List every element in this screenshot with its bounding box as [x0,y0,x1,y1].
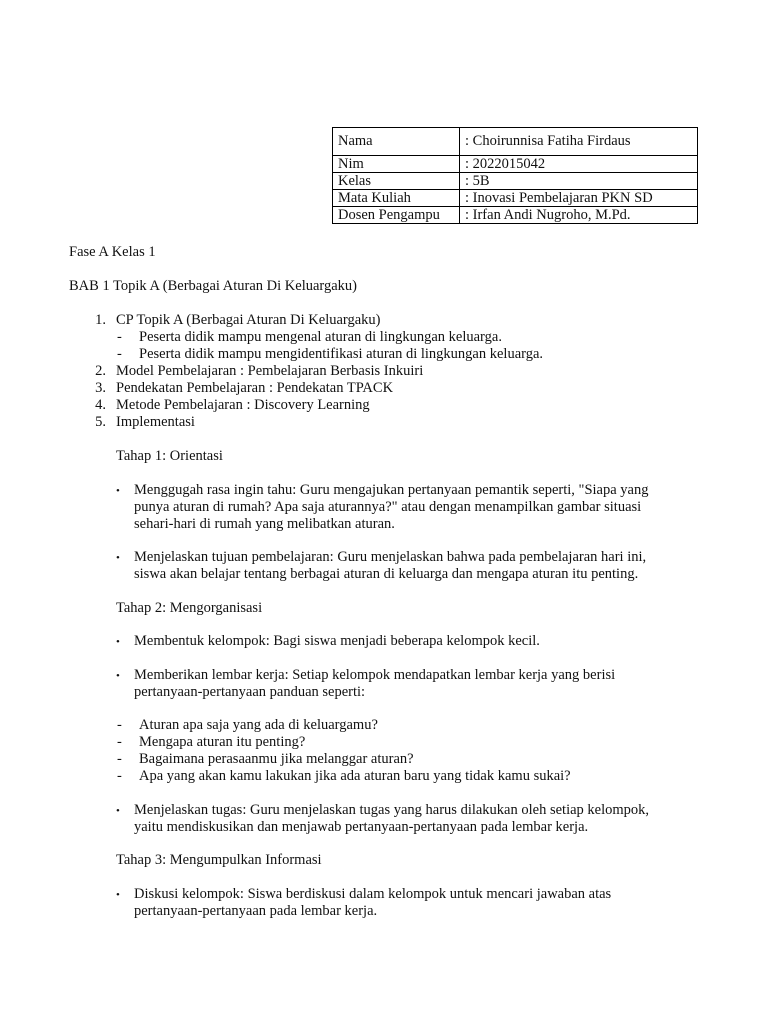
bullet-line: Membentuk kelompok: Bagi siswa menjadi beberapa kelompok kecil. [134,633,540,649]
info-value: : Irfan Andi Nugroho, M.Pd. [460,207,698,224]
bullet-line: yaitu mendiskusikan dan menjawab pertanyaan-pertanyaan pada lembar kerja. [134,819,589,835]
bullet-line: Menjelaskan tujuan pembelajaran: Guru menjelaskan bahwa pada pembelajaran hari ini, [134,549,647,565]
list-number: 3. [95,380,106,396]
bullet-icon: • [116,552,120,564]
list-number: 5. [95,414,106,430]
fase-heading: Fase A Kelas 1 [69,244,156,260]
bullet-line: Menggugah rasa ingin tahu: Guru mengajukan pertanyaan pemantik seperti, "Siapa yang [134,482,649,498]
bullet-line: Memberikan lembar kerja: Setiap kelompok mendapatkan lembar kerja yang berisi [134,667,616,683]
tahap3-heading: Tahap 3: Mengumpulkan Informasi [116,852,322,868]
bullet-line: punya aturan di rumah? Apa saja aturannya?" atau dengan menampilkan gambar situasi [134,499,642,515]
bullet-icon: • [116,805,120,817]
bullet-icon: • [116,889,120,901]
dash-marker: - [117,329,122,345]
dash-marker: - [117,717,122,733]
bullet-icon: • [116,636,120,648]
list-item-pendekatan: Pendekatan Pembelajaran : Pendekatan TPACK [116,380,394,396]
question-item: Aturan apa saja yang ada di keluargamu? [139,717,378,733]
bullet-line: pertanyaan-pertanyaan panduan seperti: [134,684,366,700]
bullet-line: Diskusi kelompok: Siswa berdiskusi dalam kelompok untuk mencari jawaban atas [134,886,612,902]
list-number: 4. [95,397,106,413]
bullet-icon: • [116,485,120,497]
info-label: Dosen Pengampu [333,207,460,224]
info-label: Nim [333,156,460,173]
list-item-metode: Metode Pembelajaran : Discovery Learning [116,397,370,413]
info-label: Mata Kuliah [333,190,460,207]
dash-marker: - [117,346,122,362]
list-number: 1. [95,312,106,328]
bab-heading: BAB 1 Topik A (Berbagai Aturan Di Keluargaku) [69,278,358,294]
info-value: : Choirunnisa Fatiha Firdaus [460,128,698,156]
tahap2-heading: Tahap 2: Mengorganisasi [116,600,263,616]
info-row-mata-kuliah [333,190,698,207]
sub-list-item: Peserta didik mampu mengidentifikasi aturan di lingkungan keluarga. [139,346,544,362]
list-number: 2. [95,363,106,379]
bullet-line: siswa akan belajar tentang berbagai aturan di keluarga dan mengapa aturan itu penting. [134,566,639,582]
bullet-line: sehari-hari di rumah yang melibatkan aturan. [134,516,395,532]
question-item: Mengapa aturan itu penting? [139,734,306,750]
info-value: : Inovasi Pembelajaran PKN SD [460,190,698,207]
tahap1-heading: Tahap 1: Orientasi [116,448,223,464]
info-label: Nama [333,128,460,156]
bullet-line: pertanyaan-pertanyaan pada lembar kerja. [134,903,378,919]
question-item: Apa yang akan kamu lakukan jika ada aturan baru yang tidak kamu sukai? [139,768,571,784]
info-value: : 2022015042 [460,156,698,173]
info-row-nama [333,128,698,156]
info-value: : 5B [460,173,698,190]
info-row-dosen [333,207,698,224]
dash-marker: - [117,734,122,750]
sub-list-item: Peserta didik mampu mengenal aturan di lingkungan keluarga. [139,329,502,345]
info-row-nim [333,156,698,173]
student-info-table [332,127,698,224]
info-label: Kelas [333,173,460,190]
dash-marker: - [117,768,122,784]
info-row-kelas [333,173,698,190]
list-item-implementasi: Implementasi [116,414,195,430]
list-item-model: Model Pembelajaran : Pembelajaran Berbasis Inkuiri [116,363,424,379]
list-item-cp: CP Topik A (Berbagai Aturan Di Keluargaku) [116,312,381,328]
dash-marker: - [117,751,122,767]
bullet-icon: • [116,670,120,682]
bullet-line: Menjelaskan tugas: Guru menjelaskan tugas yang harus dilakukan oleh setiap kelompok, [134,802,650,818]
question-item: Bagaimana perasaanmu jika melanggar aturan? [139,751,414,767]
